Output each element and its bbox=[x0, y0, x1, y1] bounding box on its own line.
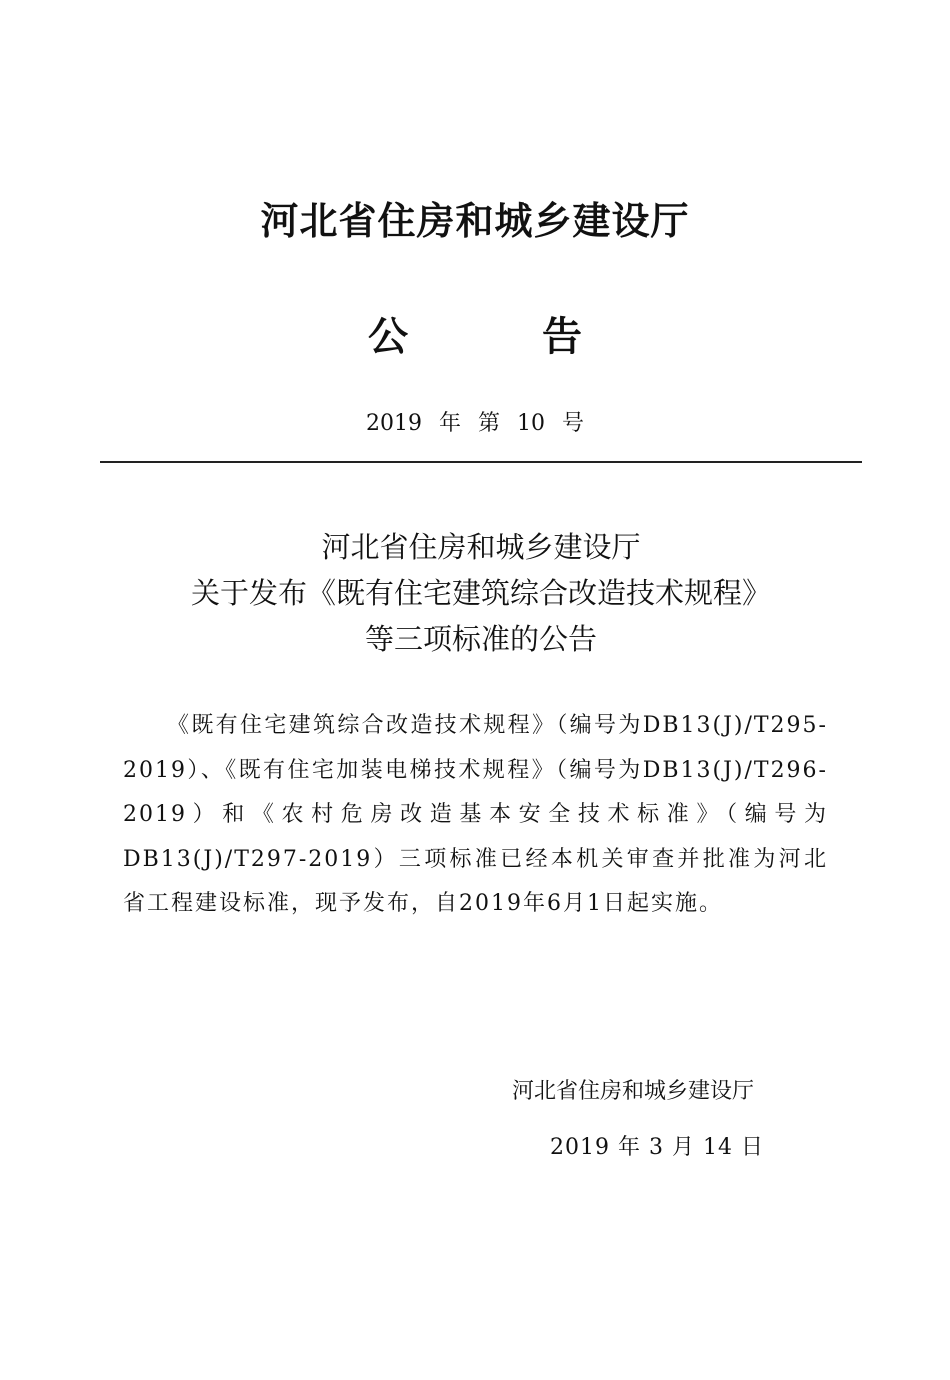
issuing-organization-header: 河北省住房和城乡建设厅 bbox=[260, 198, 690, 243]
notice-title: 公 告 bbox=[368, 313, 642, 360]
document-heading bbox=[100, 524, 862, 662]
header-divider bbox=[100, 461, 862, 463]
heading-line: 河北省住房和城乡建设厅 bbox=[321, 530, 641, 564]
heading-line: 等三项标准的公告 bbox=[364, 622, 597, 656]
signature-date: 2019 年 3 月 14 日 bbox=[550, 1135, 764, 1160]
signature-block bbox=[480, 1064, 820, 1176]
signature-organization: 河北省住房和城乡建设厅 bbox=[512, 1079, 755, 1104]
body-paragraph: 《既有住宅建筑综合改造技术规程》（编号为DB13(J)/T295-2019）、《既有住宅加装电梯技术规程》（编号为DB13(J)/T296-2019）和《农村危房改造基本安全技术标准》（编号为DB13(J)/T297-2019）三项标准已经本机关审查并批准为河北省工程建设标准，现予发布，自2019年6月1日起实施。 bbox=[123, 713, 828, 916]
issue-number: 2019 年 第 10 号 bbox=[366, 411, 584, 436]
heading-line: 关于发布《既有住宅建筑综合改造技术规程》 bbox=[190, 576, 771, 610]
